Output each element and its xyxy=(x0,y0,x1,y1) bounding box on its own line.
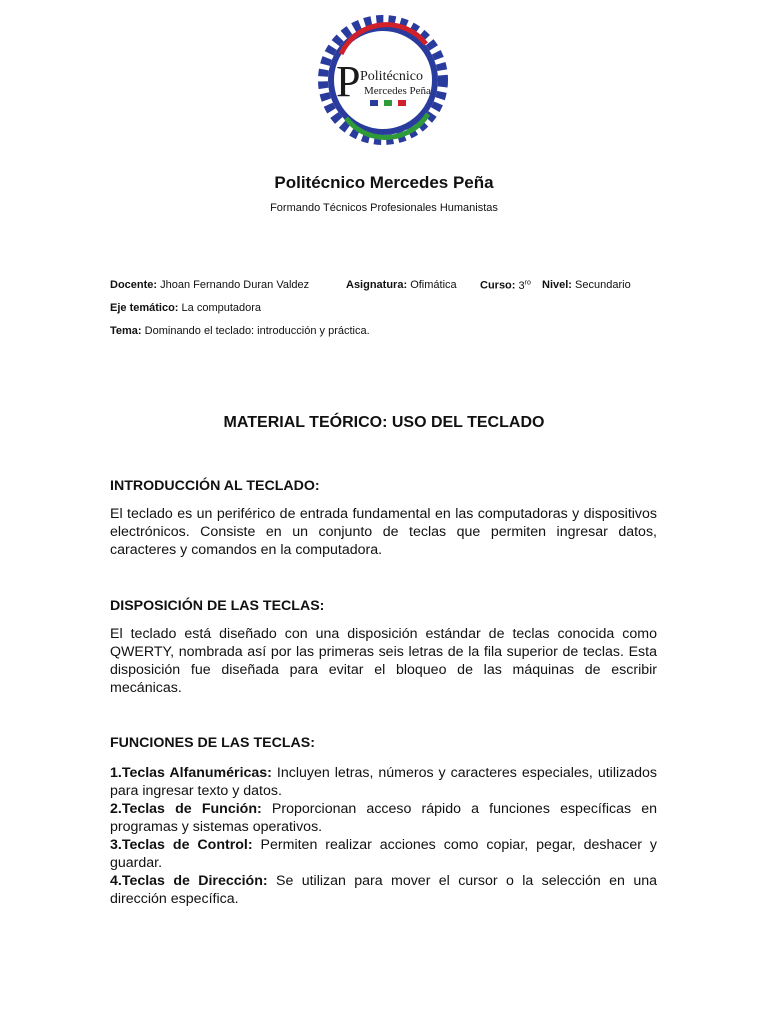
nivel-value: Secundario xyxy=(575,279,631,291)
docente-field: Docente: Jhoan Fernando Duran Valdez xyxy=(110,279,310,291)
eje-field: Eje temático: La computadora xyxy=(110,302,262,314)
nivel-field: Nivel: Secundario xyxy=(542,279,631,291)
school-name: Politécnico Mercedes Peña xyxy=(274,173,494,192)
school-logo-graphic xyxy=(306,14,460,146)
section-heading: DISPOSICIÓN DE LAS TECLAS: xyxy=(110,598,325,614)
svg-text:P: P xyxy=(336,57,361,106)
asignatura-value: Ofimática xyxy=(410,279,457,291)
meta-row-docente xyxy=(110,279,670,293)
section-heading: FUNCIONES DE LAS TECLAS: xyxy=(110,735,315,751)
list-item: 2.Teclas de Función: Proporcionan acceso rápido a funciones específicas en programas y sistemas operativos. xyxy=(110,801,657,835)
docente-value: Jhoan Fernando Duran Valdez xyxy=(160,279,310,291)
section-heading: INTRODUCCIÓN AL TECLADO: xyxy=(110,478,320,494)
list-item: 1.Teclas Alfanuméricas: Incluyen letras, números y caracteres especiales, utilizados para ingresar texto y datos. xyxy=(110,765,657,799)
eje-value: La computadora xyxy=(181,302,262,314)
asignatura-field: Asignatura: Ofimática xyxy=(346,279,457,291)
school-logo xyxy=(306,14,460,146)
section-layout xyxy=(110,597,657,697)
list-item: 4.Teclas de Dirección: Se utilizan para mover el cursor o la selección en una dirección específica. xyxy=(110,873,657,907)
tech-icons xyxy=(370,100,406,106)
section-functions xyxy=(110,734,657,908)
list-item: 3.Teclas de Control: Permiten realizar acciones como copiar, pegar, deshacer y guardar. xyxy=(110,837,657,871)
document-title: MATERIAL TEÓRICO: USO DEL TECLADO xyxy=(223,414,545,431)
school-motto: Formando Técnicos Profesionales Humanistas xyxy=(270,202,498,214)
logo-line2: Mercedes Peña xyxy=(364,85,431,97)
tema-value: Dominando el teclado: introducción y práctica. xyxy=(144,325,370,337)
logo-line1: Politécnico xyxy=(360,69,423,84)
section-body: El teclado es un periférico de entrada fundamental en las computadoras y dispositivos electrónicos. Consiste en un conjunto de teclas que permiten ingresar datos, caracteres y comandos en la computadora. xyxy=(110,506,657,558)
curso-field: Curso: $3^{ro}$ xyxy=(480,279,531,292)
tema-field: Tema: Dominando el teclado: introducción y práctica. xyxy=(110,325,370,337)
section-body: El teclado está diseñado con una disposición estándar de teclas conocida como QWERTY, nombrada así por las primeras seis letras de la fila superior de teclas. Esta disposición fue diseñada para evitar el bloqueo de las máquinas de escribir mecánicas. xyxy=(110,626,657,696)
curso-value: $3^{ro}$ xyxy=(518,279,531,292)
section-intro xyxy=(110,477,657,559)
